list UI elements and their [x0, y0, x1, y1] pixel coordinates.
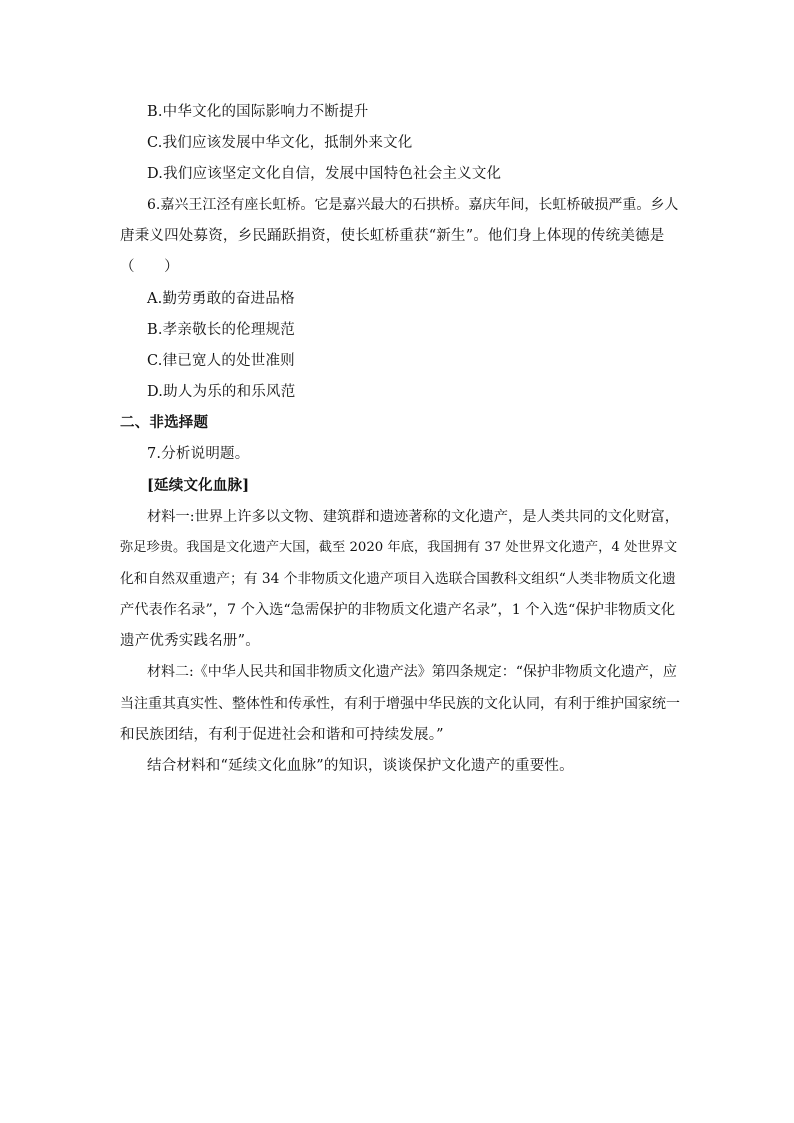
material-1-line-5: 遗产优秀实践名册”。: [120, 633, 260, 649]
material-2-line-2: 当注重其真实性、整体性和传承性，有利于增强中华民族的文化认同，有利于维护国家统一: [120, 696, 680, 712]
material-1-line-2: 弥足珍贵。我国是文化遗产大国，截至 2020 年底，我国拥有 37 处世界文化遗产，4 处世界文: [120, 540, 678, 555]
material-2-line-3: 和民族团结，有利于促进社会和谐和可持续发展。”: [120, 727, 444, 743]
material-1-line-3: 化和自然双重遗产；有 34 个非物质文化遗产项目入选联合国教科文组织“人类非物质文化遗: [120, 571, 676, 587]
material-1-line-1: 材料一:世界上许多以文物、建筑群和遗迹著称的文化遗产，是人类共同的文化财富，: [147, 509, 680, 525]
q6-option-c: C.律已宽人的处世准则: [147, 353, 295, 369]
q6-option-a: A.勤劳勇敢的奋进品格: [147, 291, 295, 307]
q5-option-d: D.我们应该坚定文化自信，发展中国特色社会主义文化: [147, 166, 502, 182]
q5-option-c: C.我们应该发展中华文化，抵制外来文化: [147, 135, 413, 151]
question-prompt: 结合材料和“延续文化血脉”的知识，谈谈保护文化遗产的重要性。: [147, 758, 574, 774]
q5-option-b: B.中华文化的国际影响力不断提升: [147, 104, 369, 120]
material-1-line-4: 产代表作名录”，7 个入选“急需保护的非物质文化遗产名录”，1 个入选“保护非物质文化: [120, 602, 676, 618]
q6-option-b: B.孝亲敬长的伦理规范: [147, 322, 295, 338]
q6-option-d: D.助人为乐的和乐风范: [147, 384, 296, 400]
q6-stem-line-1: 6.嘉兴王江泾有座长虹桥。它是嘉兴最大的石拱桥。嘉庆年间，长虹桥破损严重。乡人: [147, 197, 679, 213]
theme-label: [延续文化血脉]: [147, 477, 250, 494]
q7-title: 7.分析说明题。: [147, 446, 250, 462]
q6-stem-line-2: 唐秉义四处募资，乡民踊跃捐资，使长虹桥重获“新生”。他们身上体现的传统美德是: [120, 228, 665, 244]
section-heading: 二、非选择题: [120, 414, 209, 431]
material-2-line-1: 材料二:《中华人民共和国非物质文化遗产法》第四条规定：“保护非物质文化遗产，应: [147, 664, 677, 680]
q6-stem-line-3: （ ）: [120, 259, 179, 275]
